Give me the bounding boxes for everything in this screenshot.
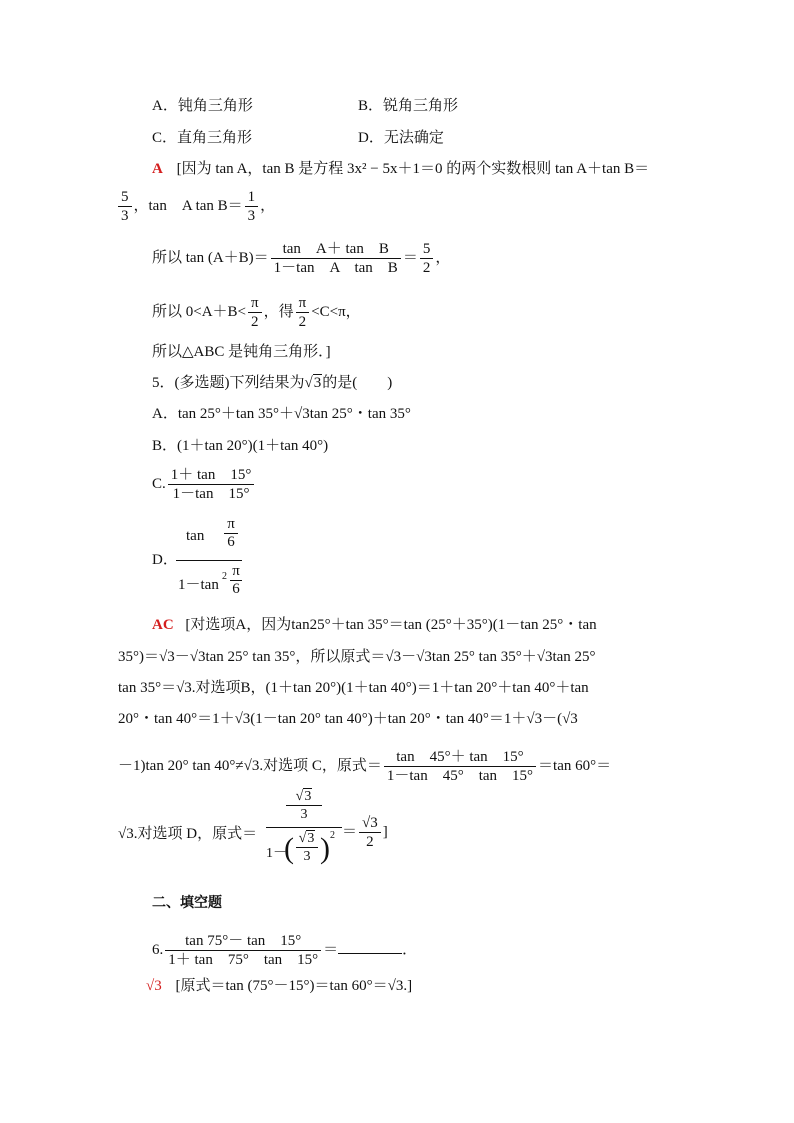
fraction-option-d: tan π 6 1－tan 2 π 6 (176, 516, 242, 601)
q5-option-c: C. $\frac{1+ \tan 15^\circ}{1-\tan 15^\circ}$ (152, 466, 256, 503)
q5-answer-line6-end: ＝ $\frac{√3}{2}$ ] (342, 815, 388, 850)
option-d: D．无法确定 (358, 130, 444, 146)
q5-answer-line6-pre: √3.对选项 D，原式＝ (118, 826, 258, 842)
q4-answer-line3: 所以 tan (A＋B)＝ $\frac{\text{tan A＋ tan B}}{\text{1－tan A tan B}}$ ＝ $\frac{5}{2}$ ， (152, 241, 451, 276)
q5-stem: 5．(多选题)下列结果为√3的是( ) (152, 375, 393, 391)
option-c: C．直角三角形 (152, 130, 253, 146)
fraction-result: $\frac{5}{2}$ (420, 240, 434, 277)
q5-option-b: B．(1＋tan 20°)(1＋tan 40°) (152, 438, 329, 454)
fraction-sum: $\frac{5}{3}$ (118, 188, 132, 225)
fraction-option-d-eval: √3 3 1－ ( √3 3 ) 2 (266, 788, 342, 872)
fraction-option-c-eval: $\frac{\tan 45^\circ+ \tan 15^\circ}{1-\tan 45^\circ \tan 15^\circ}$ (384, 748, 536, 785)
option-b: B．锐角三角形 (358, 98, 459, 114)
fraction-q6: $\frac{\tan 75^\circ- \tan 15^\circ}{1+ \tan 75^\circ \tan 15^\circ}$ (165, 932, 321, 969)
q4-answer-line1 (152, 159, 649, 179)
q5-answer-label: AC (152, 617, 174, 633)
q6-answer: √3 [原式＝tan (75°－15°)＝tan 60°＝√3.] (146, 978, 413, 994)
fraction-option-c: $\frac{1+ \tan 15^\circ}{1-\tan 15^\circ}$ (168, 466, 255, 503)
q5-answer-line5: －1)tan 20° tan 40°≠√3.对选项 C，原式＝ $\frac{\tan 45^\circ+ \tan 15^\circ}{1-\tan 45^\circ \tan 15^\circ}$ ＝tan 60°＝ (118, 749, 612, 784)
q5-answer-line4: 20°・tan 40°＝1＋√3(1－tan 20° tan 40°)＋tan 20°・tan 40°＝1＋√3－(√3 (118, 711, 578, 727)
section-title: 二、填空题 (152, 895, 222, 911)
q5-answer-line2: 35°)＝√3－√3tan 25° tan 35°，所以原式＝√3－√3tan 25° tan 35°＋√3tan 25° (118, 649, 596, 665)
fraction-pi-half-2: $\frac{\pi}{2}$ (296, 294, 310, 331)
answer-blank[interactable] (338, 939, 402, 954)
option-a: A．钝角三角形 (152, 98, 253, 114)
fraction-pi-half: $\frac{\pi}{2}$ (248, 294, 262, 331)
q4-answer-line4: 所以 0<A＋B< $\frac{\pi}{2}$ ，得 $\frac{\pi}{2}$ <C<π， (152, 295, 361, 330)
q5-option-a: A．tan 25°＋tan 35°＋√3tan 25°・tan 35° (152, 406, 411, 422)
q4-answer-label: A (152, 161, 163, 177)
sqrt-symbol: √3 (304, 375, 322, 391)
q5-option-d-label: D． (152, 552, 178, 568)
q5-answer-line3: tan 35°＝√3.对选项B，(1＋tan 20°)(1＋tan 40°)＝1＋tan 20°＋tan 40°＋tan (118, 680, 589, 696)
q6-answer-label: √3 (146, 978, 162, 994)
q6-stem: 6. $\frac{\tan 75^\circ- \tan 15^\circ}{1+ \tan 75^\circ \tan 15^\circ}$ ＝ ． (152, 933, 418, 968)
fraction-product: $\frac{1}{3}$ (245, 188, 259, 225)
fraction-tan-sum: $\frac{\text{tan A＋ tan B}}{\text{1－tan A tan B}}$ (271, 240, 401, 277)
q5-answer-line1: AC [对选项A，因为tan25°＋tan 35°＝tan (25°＋35°)(1－tan 25°・tan (152, 617, 597, 633)
fraction-sqrt3-half: $\frac{√3}{2}$ (359, 814, 381, 851)
q4-answer-line2: $\frac{5}{3}$ ，tan A tan B＝ $\frac{1}{3}$ ， (116, 188, 275, 225)
q4-answer-text: [因为 tan A，tan B 是方程 3x² − 5x＋1＝0 的两个实数根则 tan A＋tan B＝ (176, 161, 650, 177)
q4-answer-line5: 所以△ABC 是钝角三角形．] (152, 344, 331, 360)
